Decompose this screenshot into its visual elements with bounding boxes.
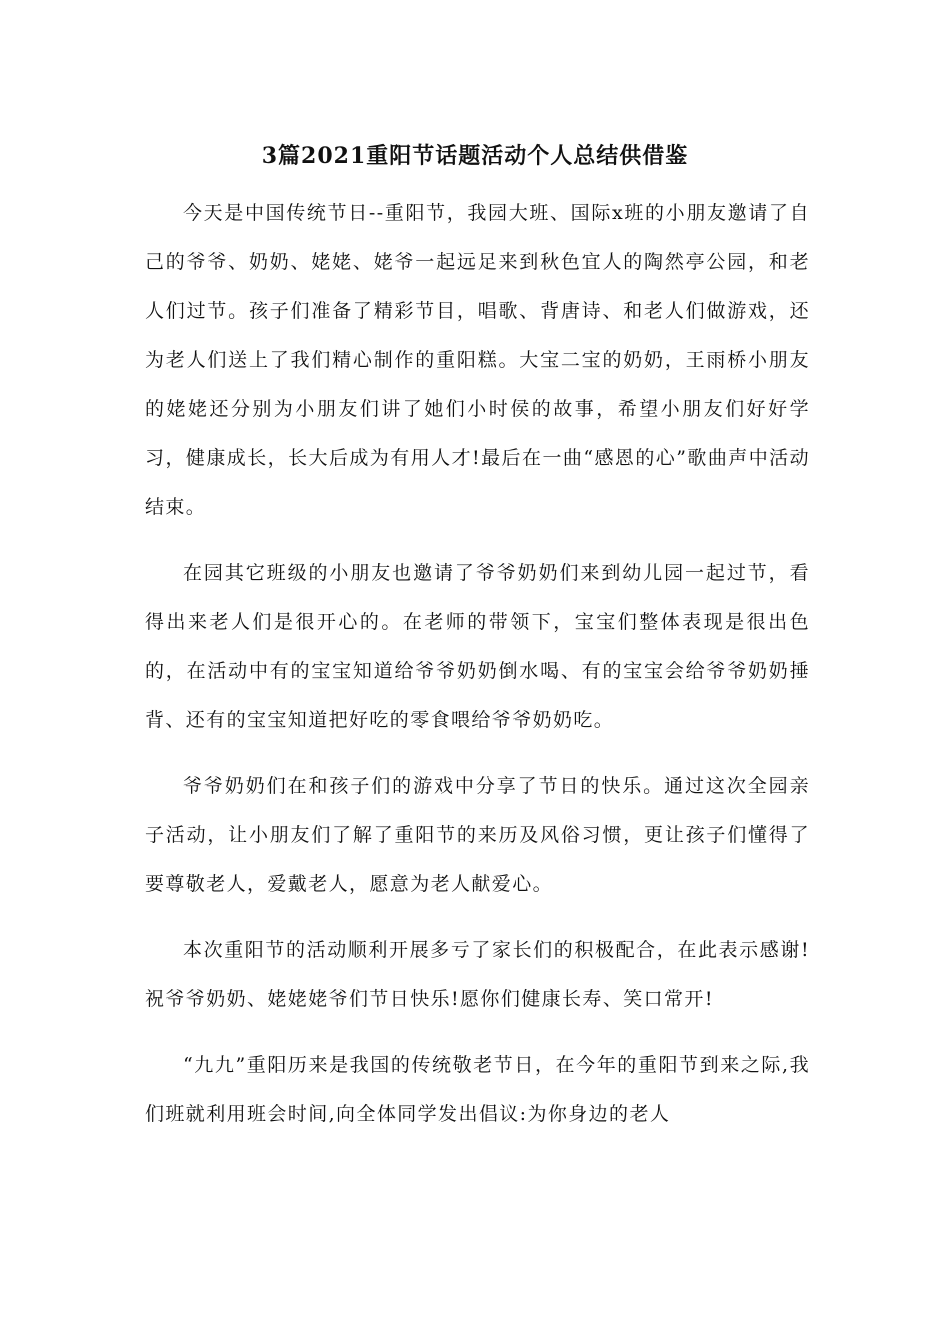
document-title: 3篇2021重阳节话题活动个人总结供借鉴 (261, 143, 689, 169)
paragraph-3: 爷爷奶奶们在和孩子们的游戏中分享了节日的快乐。通过这次全园亲子活动，让小朋友们了解了重阳节的来历及风俗习惯，更让孩子们懂得了要尊敬老人，爱戴老人，愿意为老人献爱心。 (145, 775, 810, 895)
paragraph-1: 今天是中国传统节日--重阳节，我园大班、国际x班的小朋友邀请了自己的爷爷、奶奶、姥姥、姥爷一起远足来到秋色宜人的陶然亭公园，和老人们过节。孩子们准备了精彩节目，唱歌、背唐诗、和老人们做游戏，还为老人们送上了我们精心制作的重阳糕。大宝二宝的奶奶，王雨桥小朋友的姥姥还分别为小朋友们讲了她们小时侯的故事，希望小朋友们好好学习，健康成长，长大后成为有用人才!最后在一曲“感恩的心”歌曲声中活动结束。 (145, 202, 810, 518)
document-body (145, 189, 810, 1156)
paragraph-5: “九九”重阳历来是我国的传统敬老节日，在今年的重阳节到来之际,我们班就利用班会时间,向全体同学发出倡议:为你身边的老人 (145, 1054, 810, 1125)
paragraph-2: 在园其它班级的小朋友也邀请了爷爷奶奶们来到幼儿园一起过节，看得出来老人们是很开心的。在老师的带领下，宝宝们整体表现是很出色的，在活动中有的宝宝知道给爷爷奶奶倒水喝、有的宝宝会给爷爷奶奶捶背、还有的宝宝知道把好吃的零食喂给爷爷奶奶吃。 (145, 562, 810, 731)
paragraph-4: 本次重阳节的活动顺利开展多亏了家长们的积极配合，在此表示感谢!祝爷爷奶奶、姥姥姥爷们节日快乐!愿你们健康长寿、笑口常开! (145, 939, 810, 1010)
